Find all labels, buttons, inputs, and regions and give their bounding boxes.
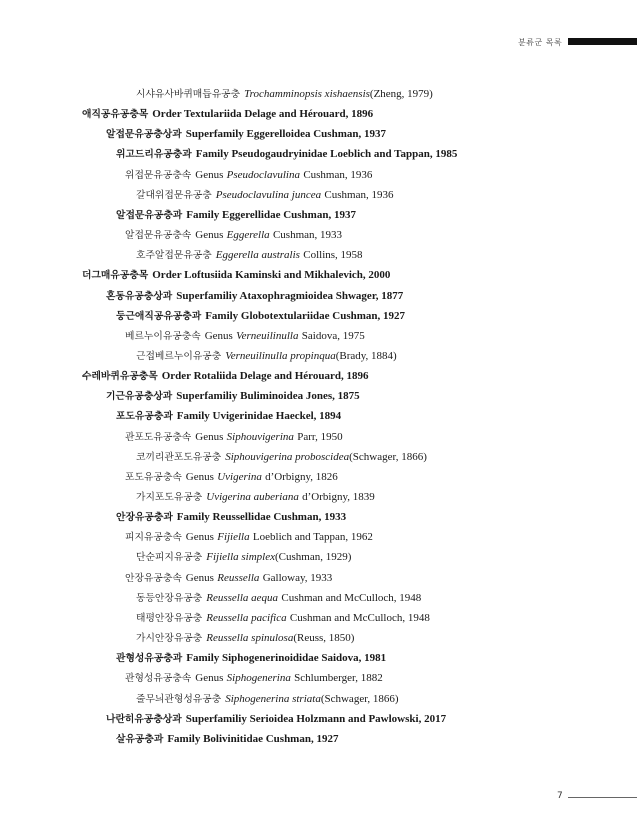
author-citation: Cushman and McCulloch, 1948: [281, 591, 422, 604]
korean-name: 가시안장유공충: [136, 633, 203, 645]
author-citation: (Schwager, 1866): [349, 450, 427, 463]
scientific-name: Siphouvigerina proboscidea: [225, 450, 350, 463]
author-citation: (Reuss, 1850): [293, 632, 355, 645]
korean-name: 가지포도유공충: [136, 492, 203, 503]
latin-rank-name: Genus: [204, 329, 233, 342]
korean-name: 동등안장유공충: [136, 592, 203, 604]
korean-name: 단순피지유공충: [136, 552, 203, 564]
korean-name: 포도유공충과: [116, 411, 173, 423]
korean-name: 근접베르누이유공충: [136, 350, 222, 362]
taxon-entry: [136, 611, 430, 626]
author-citation: Parr, 1950: [297, 430, 343, 443]
taxon-entry: [136, 87, 433, 102]
taxon-entry: [82, 268, 390, 283]
author-citation: Cushman, 1933: [272, 229, 343, 242]
scientific-name: Reussella aequa: [206, 591, 279, 604]
korean-name: 피지유공충속: [125, 532, 182, 544]
taxon-entry: [136, 631, 354, 646]
korean-name: 혼동유공충상과: [106, 290, 173, 302]
scientific-name: Siphouvigerina: [226, 430, 294, 443]
latin-rank-name: Family Pseudogaudryinidae Loeblich and Tappan, 1985: [195, 148, 458, 161]
taxon-entry: [116, 409, 341, 424]
korean-name: 포도유공충속: [125, 471, 182, 483]
korean-name: 줄무늬관형성유공충: [136, 693, 222, 705]
korean-name: 나란히유공충상과: [106, 713, 182, 725]
latin-rank-name: Family Globotextulariidae Cushman, 1927: [205, 309, 406, 322]
taxon-entry: [82, 369, 368, 384]
taxon-entry: [106, 389, 360, 404]
taxon-entry: [125, 671, 383, 686]
korean-name: 관형성유공충과: [116, 653, 183, 665]
footer-rule: [568, 797, 637, 798]
taxon-entry: [136, 550, 351, 565]
author-citation: Schlumberger, 1882: [294, 672, 383, 685]
taxon-entry: [125, 530, 373, 545]
latin-rank-name: Family Eggerellidae Cushman, 1937: [186, 208, 356, 221]
korean-name: 알접문유공충상과: [106, 129, 182, 141]
korean-name: 관형성유공충속: [125, 673, 192, 685]
latin-rank-name: Genus: [195, 229, 224, 242]
latin-rank-name: Genus: [185, 470, 214, 483]
scientific-name: Pseudoclavulina: [226, 168, 300, 181]
korean-name: 태평안장유공충: [136, 612, 203, 624]
scientific-name: Uvigerina: [217, 470, 262, 483]
taxon-entry: [136, 248, 363, 263]
korean-name: 알접문유공충속: [125, 230, 192, 242]
korean-name: 안장유공충과: [116, 512, 173, 524]
scientific-name: Siphogenerina striata: [225, 692, 321, 705]
scientific-name: Pseudoclavulina juncea: [215, 188, 322, 201]
korean-name: 수레바퀴유공충목: [82, 371, 158, 383]
scientific-name: Uvigerina auberiana: [206, 491, 299, 503]
scientific-name: Trochamminopsis xishaensis: [244, 88, 370, 100]
korean-name: 시샤유사바퀴매듭유공충: [136, 89, 241, 100]
latin-rank-name: Genus: [185, 531, 214, 544]
page-number: 7: [557, 791, 563, 801]
taxon-entry: [136, 188, 393, 203]
latin-rank-name: Superfamiliy Serioidea Holzmann and Pawlowski, 2017: [185, 712, 447, 725]
latin-rank-name: Superfamily Eggerelloidea Cushman, 1937: [185, 128, 386, 141]
author-citation: Galloway, 1933: [262, 571, 333, 584]
scientific-name: Eggerella: [226, 229, 270, 242]
section-label: 분류군 목록: [518, 38, 563, 47]
korean-name: 위접문유공충속: [125, 169, 192, 181]
korean-name: 호주알접문유공충: [136, 250, 212, 262]
scientific-name: Reussella spinulosa: [206, 632, 294, 645]
korean-name: 살유공충과: [116, 733, 164, 745]
latin-rank-name: Family Uvigerinidae Haeckel, 1894: [176, 410, 342, 423]
author-citation: Cushman, 1936: [303, 168, 373, 181]
taxon-entry: [116, 147, 457, 162]
latin-rank-name: Family Siphogenerinoididae Saidova, 1981: [186, 652, 387, 665]
taxon-entry: [136, 591, 421, 606]
taxon-entry: [136, 490, 375, 505]
korean-name: 갈대위접문유공충: [136, 189, 212, 201]
scientific-name: Reussella: [217, 571, 260, 584]
latin-rank-name: Genus: [195, 168, 224, 181]
taxon-entry: [116, 510, 346, 525]
latin-rank-name: Family Reussellidae Cushman, 1933: [176, 511, 347, 524]
scientific-name: Fijiella: [217, 531, 250, 544]
latin-rank-name: Family Bolivinitidae Cushman, 1927: [167, 732, 339, 745]
latin-rank-name: Order Loftusiida Kaminski and Mikhalevich, 2000: [152, 269, 391, 282]
korean-name: 베르누이유공충속: [125, 330, 201, 342]
latin-rank-name: Genus: [185, 571, 214, 584]
taxon-entry: [116, 208, 356, 223]
scientific-name: Verneuilinulla: [236, 329, 299, 342]
latin-rank-name: Superfamiliy Ataxophragmioidea Shwager, 1877: [176, 289, 404, 302]
taxon-entry: [136, 692, 399, 707]
scientific-name: Fijiella simplex: [206, 551, 275, 564]
author-citation: Collins, 1958: [303, 249, 363, 262]
korean-name: 관포도유공충속: [125, 431, 192, 443]
author-citation: (Zheng, 1979): [369, 88, 433, 100]
korean-name: 애직공유공충목: [82, 109, 149, 121]
scientific-name: Siphogenerina: [226, 672, 291, 685]
header-bar: [568, 38, 637, 45]
scientific-name: Eggerella australis: [215, 249, 300, 262]
taxon-entry: [116, 732, 338, 747]
taxon-entry: [106, 289, 403, 304]
korean-name: 코끼리관포도유공충: [136, 451, 222, 463]
author-citation: d’Orbigny, 1839: [302, 491, 375, 503]
author-citation: (Brady, 1884): [335, 349, 397, 362]
taxon-entry: [106, 127, 386, 142]
taxon-entry: [125, 571, 332, 586]
author-citation: Cushman, 1936: [324, 188, 394, 201]
latin-rank-name: Order Rotaliida Delage and Hérouard, 1896: [161, 370, 369, 383]
korean-name: 위고드리유공충과: [116, 149, 192, 161]
author-citation: (Schwager, 1866): [320, 692, 399, 705]
latin-rank-name: Superfamiliy Buliminoidea Jones, 1875: [176, 390, 360, 403]
taxon-entry: [125, 228, 342, 243]
scientific-name: Verneuilinulla propinqua: [225, 349, 336, 362]
taxon-entry: [125, 168, 372, 183]
taxon-entry: [136, 349, 397, 364]
taxon-entry: [106, 712, 446, 727]
taxon-entry: [116, 309, 405, 324]
korean-name: 둥근애직공유공충과: [116, 310, 202, 322]
korean-name: 안장유공충속: [125, 572, 182, 584]
author-citation: Cushman and McCulloch, 1948: [289, 611, 430, 624]
author-citation: Loeblich and Tappan, 1962: [252, 531, 373, 544]
taxon-entry: [116, 651, 386, 666]
korean-name: 기근유공충상과: [106, 391, 173, 403]
korean-name: 알접문유공충과: [116, 209, 183, 221]
author-citation: (Cushman, 1929): [274, 551, 352, 564]
latin-rank-name: Genus: [195, 672, 224, 685]
taxon-entry: [136, 450, 427, 465]
author-citation: d’Orbigny, 1826: [265, 470, 338, 483]
latin-rank-name: Genus: [195, 430, 224, 443]
taxon-entry: [125, 329, 365, 344]
taxon-entry: [125, 470, 338, 485]
taxon-entry: [82, 107, 373, 122]
author-citation: Saidova, 1975: [301, 329, 365, 342]
scientific-name: Reussella pacifica: [206, 611, 287, 624]
korean-name: 더그매유공충목: [82, 270, 149, 282]
latin-rank-name: Order Textulariida Delage and Hérouard, 1896: [152, 108, 374, 121]
taxon-entry: [125, 430, 343, 445]
